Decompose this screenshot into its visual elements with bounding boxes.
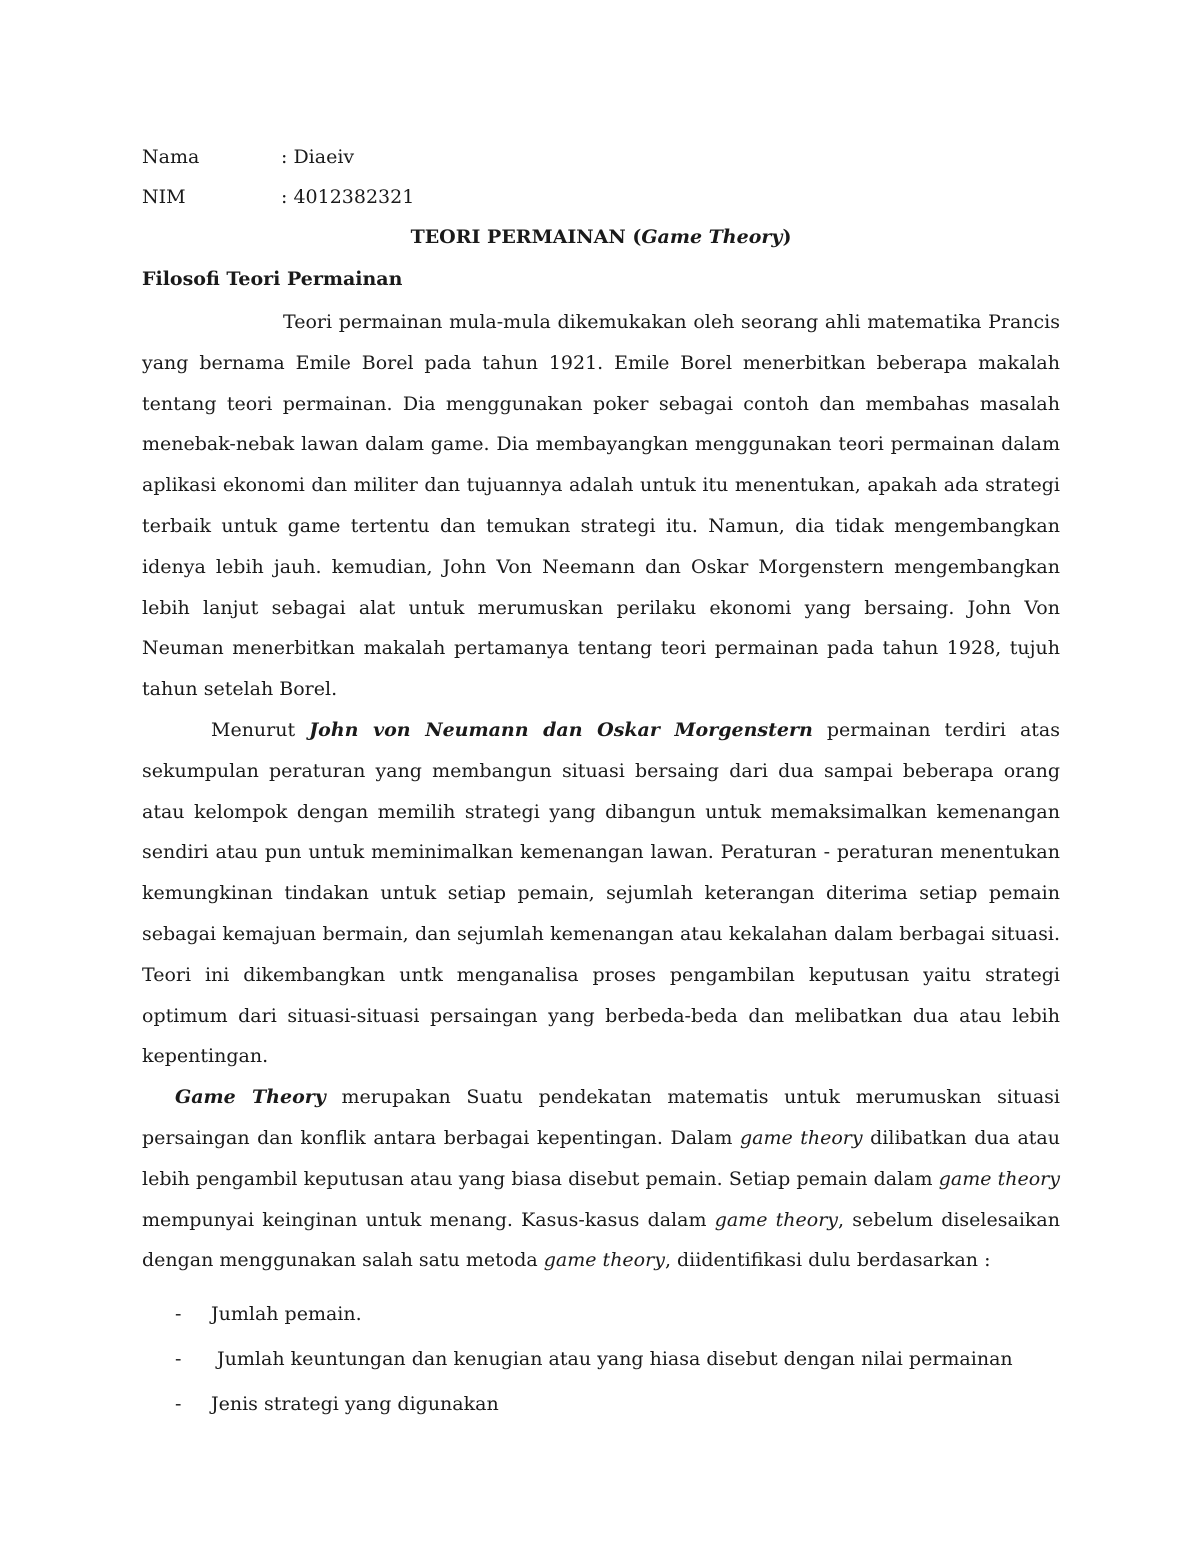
p3-term-italic-1: game theory [739,1126,863,1149]
title-main: TEORI PERMAINAN ( [410,226,642,248]
title-italic: Game Theory [641,226,783,248]
nim-row [142,180,1060,220]
section-heading: Filosofi Teori Permainan [142,268,403,290]
p2-lead: Menurut [211,718,310,741]
p3-term-italic-2: game theory [938,1167,1060,1190]
list-item-text: Jumlah pemain. [211,1303,362,1326]
p3-term-italic-4: game theory [543,1249,665,1272]
list-item [142,1342,1060,1387]
p3-text-5: , diidentifikasi dulu berdasarkan : [664,1249,991,1272]
nama-row [142,140,1060,180]
p2-names: John von Neumann dan Oskar Morgenstern [309,718,813,741]
list-item-text: Jumlah keuntungan dan kenugian atau yang hiasa disebut dengan nilai permainan [211,1348,1013,1371]
list-item [142,1387,1060,1432]
p3-text-4: , sebelum diselesaikan dengan menggunakan salah satu metoda [142,1208,1060,1272]
nim-value: : 4012382321 [281,186,415,208]
list-bullet: - [175,1393,182,1416]
p3-text-2: dilibatkan dua atau lebih pengambil keputusan atau yang biasa disebut pemain. Setiap pemain dalam [142,1126,1060,1190]
title-close: ) [782,226,792,248]
nama-value: : Diaeiv [281,146,355,168]
document-title [142,220,1060,262]
paragraph-definition [142,710,1060,1077]
nama-label: Nama [142,146,200,168]
list-item [142,1297,1060,1342]
p3-term: Game Theory [175,1086,326,1109]
p3-text-3: mempunyai keinginan untuk menang. Kasus-kasus dalam [142,1208,715,1231]
nim-label: NIM [142,186,186,208]
paragraph-game-theory [142,1077,1060,1281]
p2-rest: permainan terdiri atas sekumpulan peraturan yang membangun situasi bersaing dari dua sampai beberapa orang atau kelompok dengan memilih strategi yang dibangun untuk memaksimalkan kemenangan sendiri atau pun untuk meminimalkan kemenangan lawan. Peraturan - peraturan menentukan kemungkinan tindakan untuk setiap pemain, sejumlah keterangan diterima setiap pemain sebagai kemajuan bermain, dan sejumlah kemenangan atau kekalahan dalam berbagai situasi. Teori ini dikembangkan untk menganalisa proses pengambilan keputusan yaitu strategi optimum dari situasi-situasi persaingan yang berbeda-beda dan melibatkan dua atau lebih kepentingan. [142,718,1060,1068]
p3-text-1: merupakan Suatu pendekatan matematis untuk merumuskan situasi persaingan dan konflik antara berbagai kepentingan. Dalam [142,1086,1061,1149]
paragraph-history: Teori permainan mula-mula dikemukakan oleh seorang ahli matematika Prancis yang bernama Emile Borel pada tahun 1921. Emile Borel menerbitkan beberapa makalah tentang teori permainan. Dia menggunakan poker sebagai contoh dan membahas masalah menebak-nebak lawan dalam game. Dia membayangkan menggunakan teori permainan dalam aplikasi ekonomi dan militer dan tujuannya adalah untuk itu menentukan, apakah ada strategi terbaik untuk game tertentu dan temukan strategi itu. Namun, dia tidak mengembangkan idenya lebih jauh. kemudian, John Von Neemann dan Oskar Morgenstern mengembangkan lebih lanjut sebagai alat untuk merumuskan perilaku ekonomi yang bersaing. John Von Neuman menerbitkan makalah pertamanya tentang teori permainan pada tahun 1928, tujuh tahun setelah Borel. [142,311,1060,701]
list-bullet: - [175,1348,182,1371]
list-bullet: - [175,1303,182,1326]
criteria-list [142,1297,1060,1432]
list-item-text: Jenis strategi yang digunakan [211,1393,499,1416]
document-page [142,140,1060,1432]
p3-term-italic-3: game theory [714,1208,839,1231]
